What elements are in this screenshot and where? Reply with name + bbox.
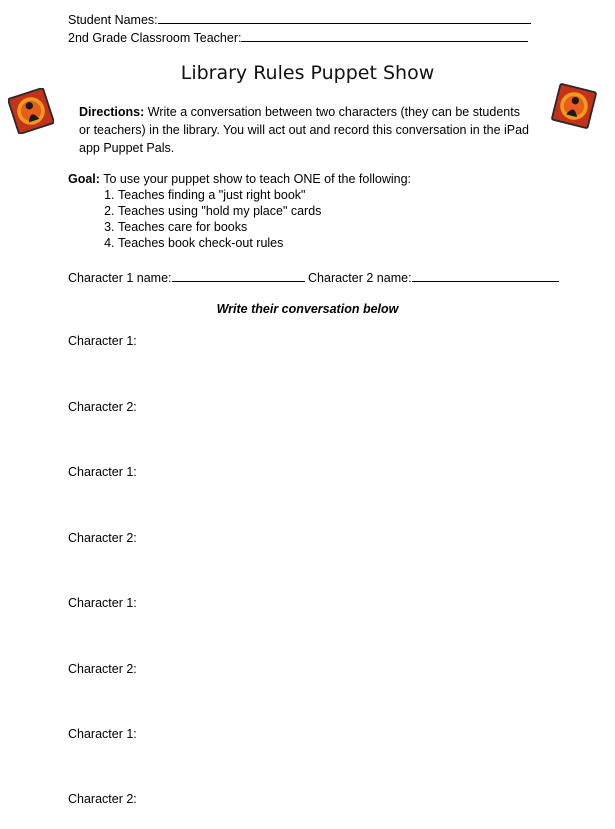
directions-text: Write a conversation between two characters (they can be students or teachers) in the library. You will act out and record this conversation in the iPad app Puppet Pals.	[79, 105, 530, 155]
goal-item: 2. Teaches using "hold my place" cards	[118, 203, 528, 219]
speaker-label: Character 2:	[68, 792, 137, 806]
speaker-label: Character 1:	[68, 727, 137, 741]
teacher-label: 2nd Grade Classroom Teacher:	[68, 31, 242, 45]
page-title: Library Rules Puppet Show	[180, 62, 435, 84]
student-names-row	[68, 11, 531, 27]
conversation-subheading: Write their conversation below	[216, 302, 399, 316]
puppet-pals-logo-icon	[8, 88, 54, 134]
character-names-row	[68, 269, 559, 285]
speaker-label: Character 2:	[68, 662, 137, 676]
goal-text: To use your puppet show to teach ONE of the following:	[103, 172, 412, 186]
student-names-input-line[interactable]	[158, 11, 531, 24]
character-2-name-label: Character 2 name:	[308, 271, 412, 285]
goal-label: Goal:	[68, 172, 100, 186]
goal-section	[68, 171, 528, 251]
speaker-label: Character 1:	[68, 596, 137, 610]
student-names-label: Student Names:	[68, 13, 158, 27]
character-1-name-label: Character 1 name:	[68, 271, 172, 285]
puppet-pals-logo-icon	[551, 83, 597, 129]
speaker-label: Character 1:	[68, 465, 137, 479]
directions	[79, 103, 534, 157]
goal-item: 1. Teaches finding a "just right book"	[118, 187, 528, 203]
goal-item: 3. Teaches care for books	[118, 219, 528, 235]
character-1-name-input-line[interactable]	[172, 269, 305, 282]
goal-list	[68, 187, 528, 251]
speaker-label: Character 2:	[68, 400, 137, 414]
character-2-name-input-line[interactable]	[412, 269, 559, 282]
goal-item: 4. Teaches book check-out rules	[118, 235, 528, 251]
directions-label: Directions:	[79, 105, 145, 119]
teacher-input-line[interactable]	[241, 29, 528, 42]
speaker-label: Character 2:	[68, 531, 137, 545]
teacher-row	[68, 29, 528, 45]
speaker-label: Character 1:	[68, 334, 137, 348]
